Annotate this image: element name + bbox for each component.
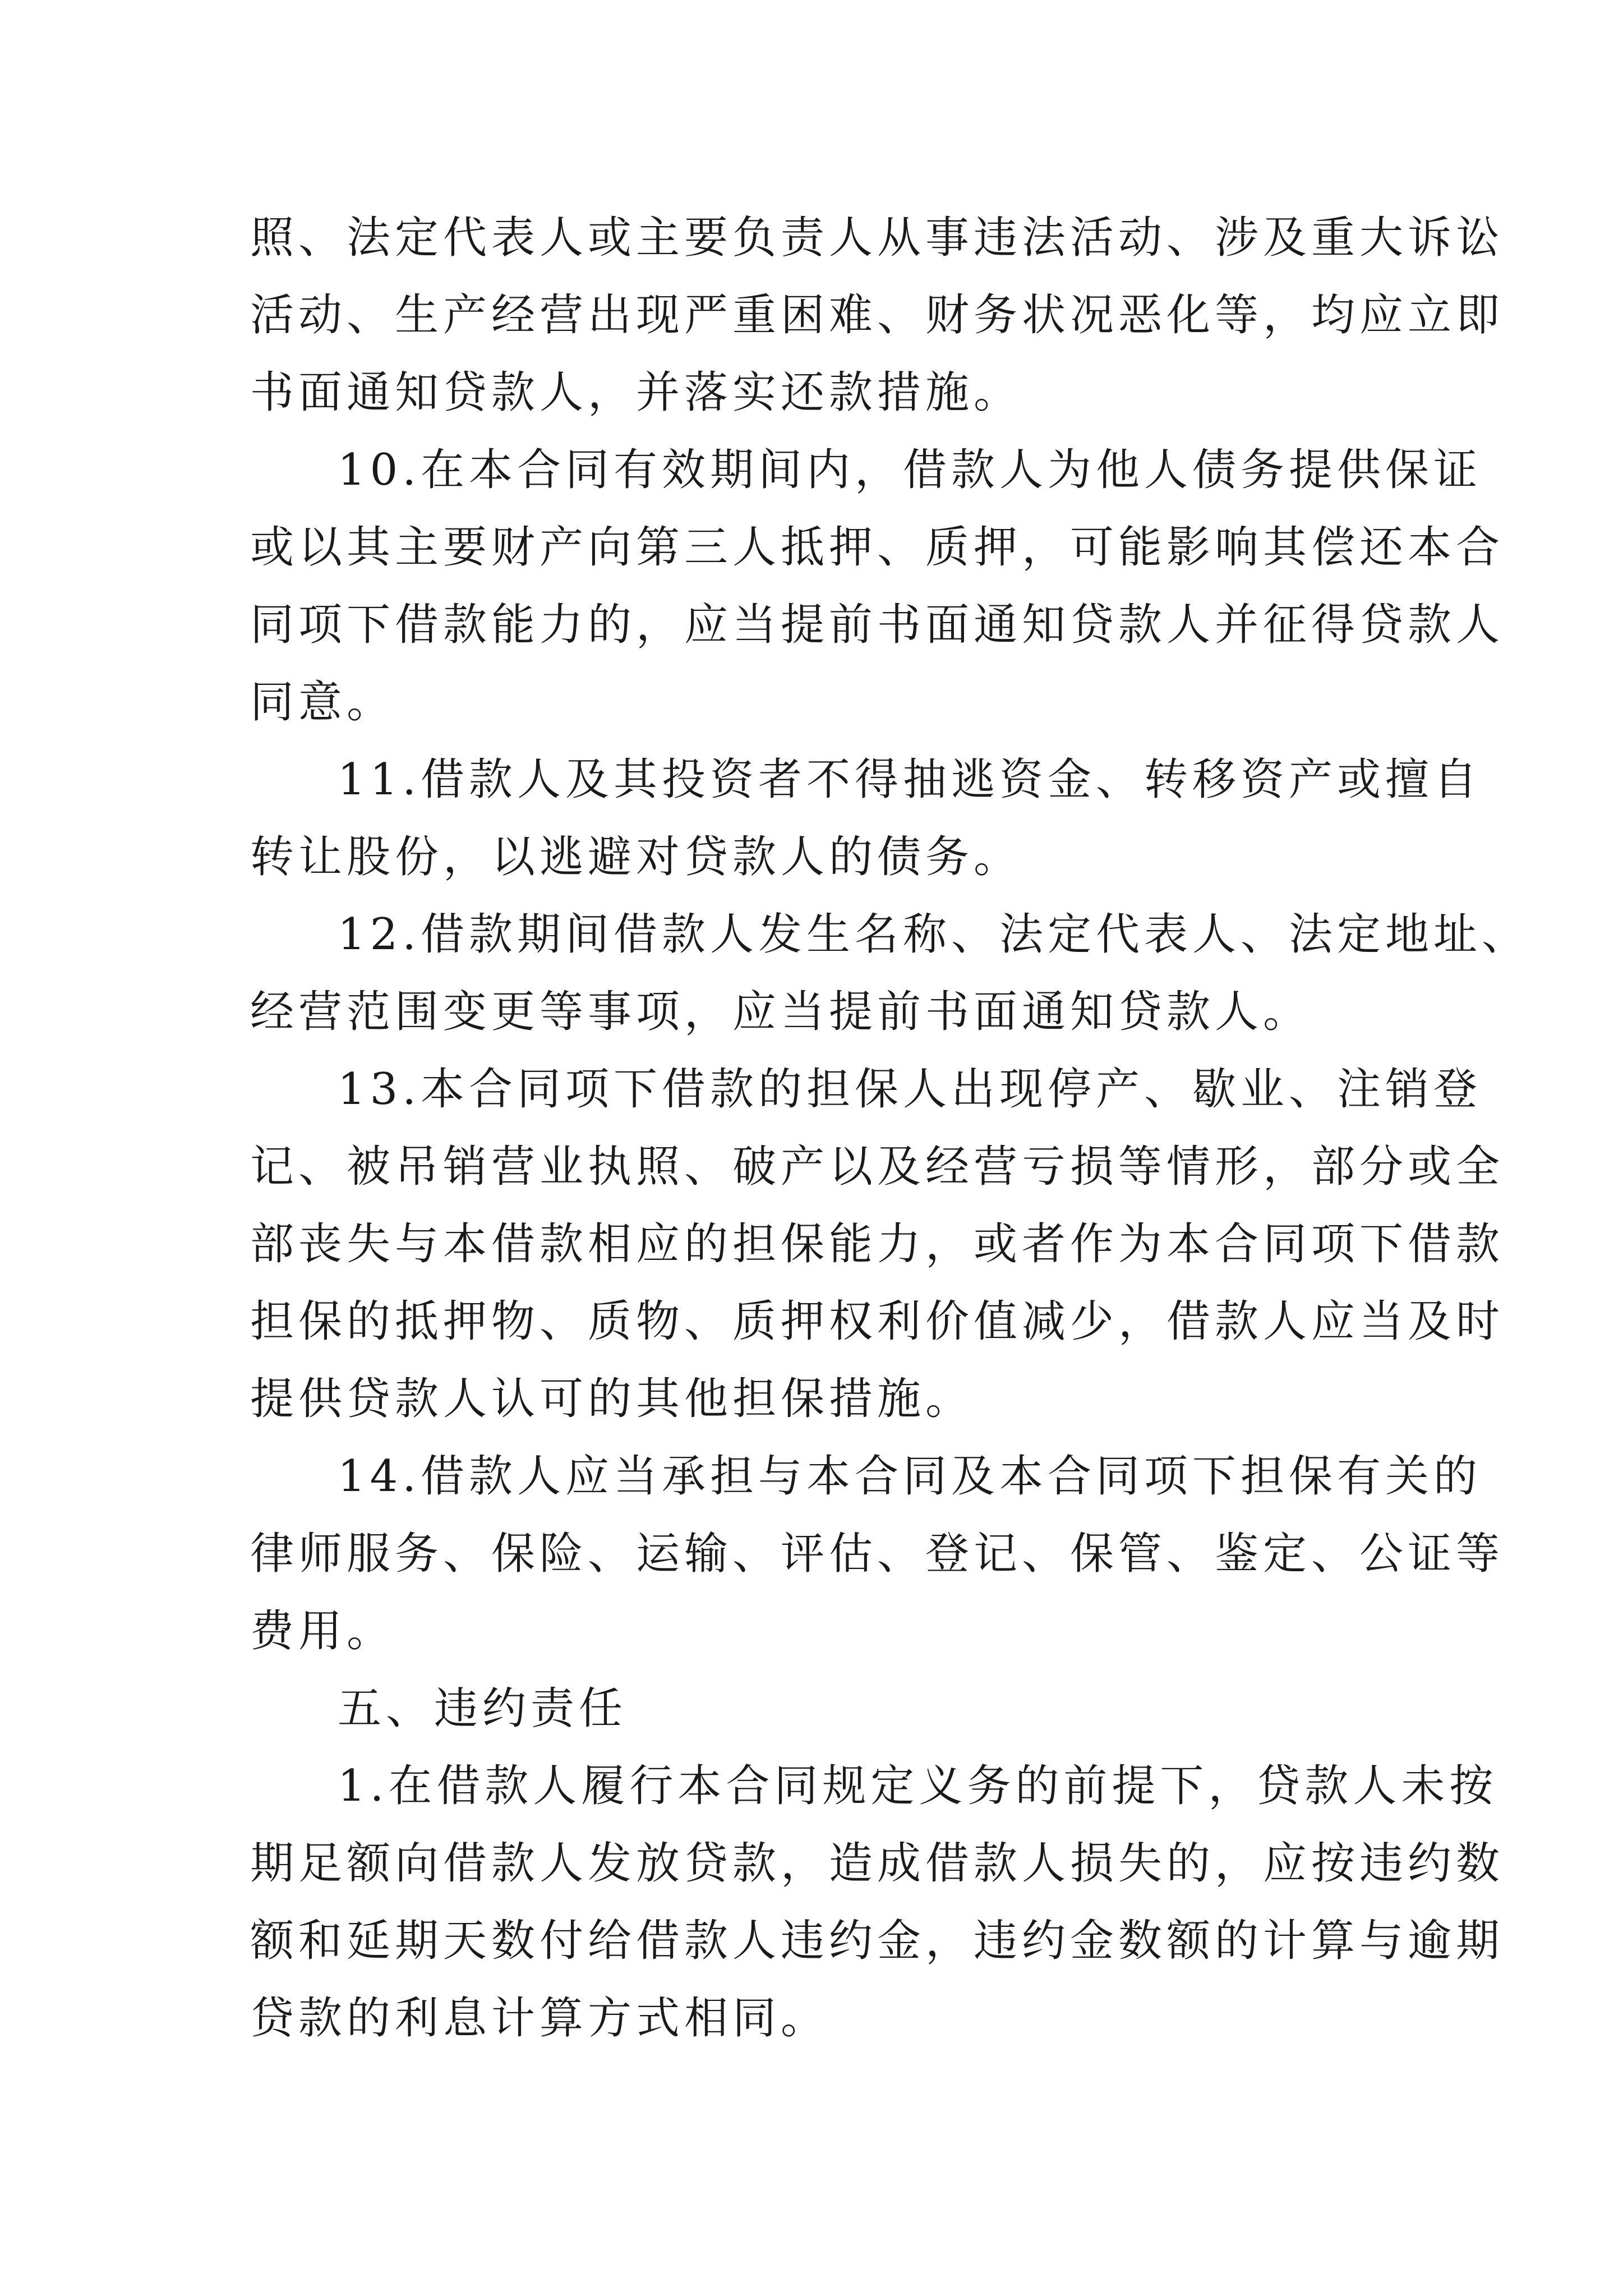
text-line: 律师服务、保险、运输、评估、登记、保管、鉴定、公证等 — [250, 1529, 1505, 1579]
text-line: 同项下借款能力的，应当提前书面通知贷款人并征得贷款人 — [250, 600, 1505, 650]
text-line: 同意。 — [250, 677, 395, 728]
text-line: 活动、生产经营出现严重困难、财务状况恶化等，均应立即 — [250, 290, 1505, 341]
clause-12-start: 12.借款期间借款人发生名称、法定代表人、法定地址、 — [338, 909, 1530, 960]
text-line: 期足额向借款人发放贷款，造成借款人损失的，应按违约数 — [250, 1838, 1505, 1889]
text-line: 记、被吊销营业执照、破产以及经营亏损等情形，部分或全 — [250, 1142, 1505, 1192]
text-line: 转让股份，以逃避对贷款人的债务。 — [250, 832, 1022, 882]
clause-14-start: 14.借款人应当承担与本合同及本合同项下担保有关的 — [338, 1451, 1482, 1502]
text-line: 费用。 — [250, 1606, 395, 1657]
text-line: 额和延期天数付给借款人违约金，违约金数额的计算与逾期 — [250, 1916, 1505, 1966]
text-line: 提供贷款人认可的其他担保措施。 — [250, 1374, 974, 1424]
text-line: 担保的抵押物、质物、质押权利价值减少，借款人应当及时 — [250, 1296, 1505, 1347]
clause-11-start: 11.借款人及其投资者不得抽逃资金、转移资产或擅自 — [338, 754, 1482, 805]
document-body — [250, 199, 1530, 2057]
text-line: 照、法定代表人或主要负责人从事违法活动、涉及重大诉讼 — [250, 213, 1505, 263]
clause-1-start: 1.在借款人履行本合同规定义务的前提下，贷款人未按 — [338, 1761, 1498, 1811]
clause-13-start: 13.本合同项下借款的担保人出现停产、歇业、注销登 — [338, 1064, 1482, 1115]
text-line: 经营范围变更等事项，应当提前书面通知贷款人。 — [250, 987, 1312, 1037]
clause-10-start: 10.在本合同有效期间内，借款人为他人债务提供保证 — [338, 445, 1482, 495]
text-line: 贷款的利息计算方式相同。 — [250, 1993, 829, 2044]
text-line: 或以其主要财产向第三人抵押、质押，可能影响其偿还本合 — [250, 522, 1505, 573]
text-line: 部丧失与本借款相应的担保能力，或者作为本合同项下借款 — [250, 1219, 1505, 1269]
section-heading: 五、违约责任 — [338, 1683, 628, 1734]
text-line: 书面通知贷款人，并落实还款措施。 — [250, 367, 1022, 418]
